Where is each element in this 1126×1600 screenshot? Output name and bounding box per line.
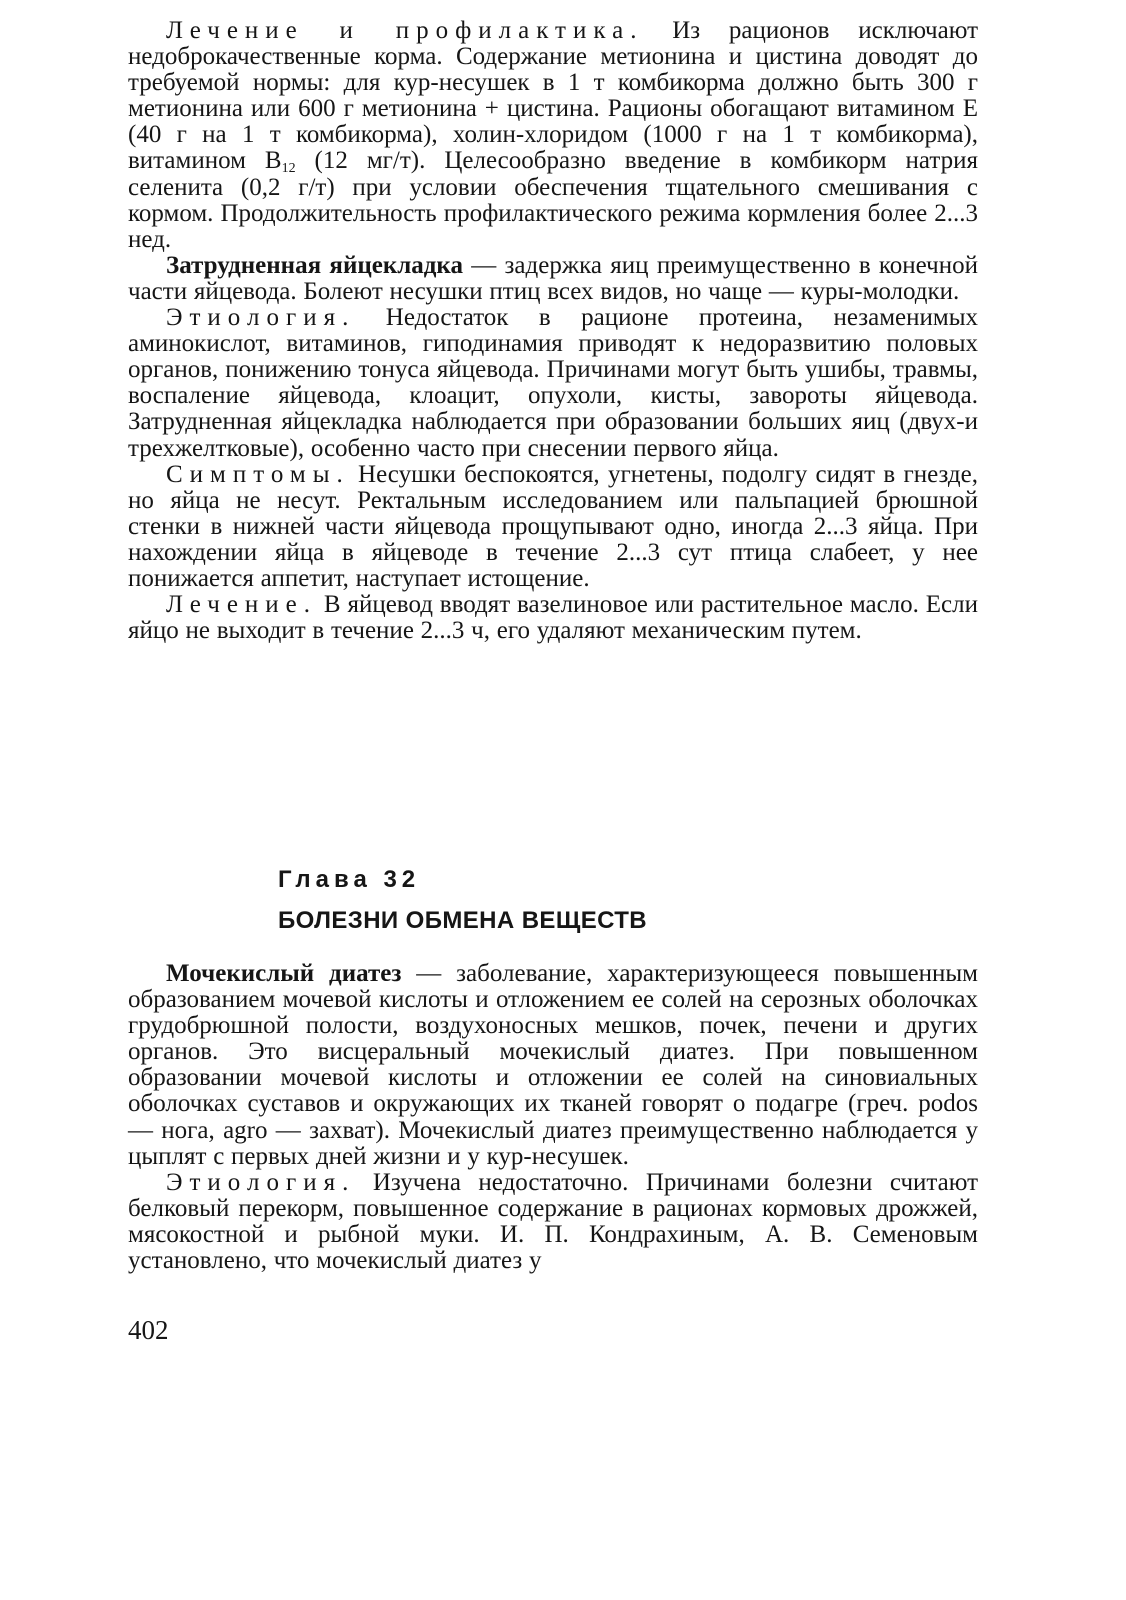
subscript: 12 [281, 161, 296, 177]
paragraph-text: Несушки беспокоятся, угнетены, подолгу сидят в гнезде, но яйца не несут. Ректальным исследованием или пальпацией брюшной стенки в нижней части яйцевода прощупывают одно, иногда 2...3 яйца. При нахождении яйца в яйцеводе в течение 2...3 сут птица слабеет, у нее понижается аппетит, наступает истощение. [128, 460, 978, 592]
chapter-title: БОЛЕЗНИ ОБМЕНА ВЕЩЕСТВ [278, 907, 648, 934]
paragraph-text: Изучена недостаточно. Причинами болезни считают белковый перекорм, повышенное содержание в рационах кормовых дрожжей, мясокостной и рыбной муки. И. П. Кондрахиным, А. В. Семеновым установлено, что мочекислый диатез у [128, 1168, 978, 1275]
paragraph-symptoms [128, 462, 978, 592]
paragraph-text: (12 мг/т). Целесообразно введение в комбикорм натрия селенита (0,2 г/т) при условии обеспечения тщательного смешивания с кормом. Продолжительность профилактического режима кормления более 2...3 нед. [128, 147, 978, 253]
paragraph-text: — задержка яиц преимущественно в конечной части яйцевода. Болеют несушки птиц всех видов, но чаще — куры-молодки. [128, 251, 978, 305]
run-in-heading: Этиология. [166, 1168, 356, 1196]
run-in-heading: Лечение. [166, 591, 318, 619]
paragraph-uric-acid-definition [128, 961, 978, 1170]
paragraph-text: Из рационов исключают недоброкачественные корма. Содержание метионина и цистина доводят до требуемой нормы: для кур-несушек в 1 т комбикорма должно быть 300 г метионина или 600 г метионина + цистина. Рационы обогащают витамином Е (40 г на 1 т комбикорма), холин-хлоридом (1000 г на 1 т комбикорма), витамином В [128, 17, 978, 175]
disease-term: Затрудненная яйцекладка [166, 251, 463, 279]
run-in-heading: Лечение и профилактика. [166, 17, 644, 44]
run-in-heading: Этиология. [166, 304, 356, 332]
run-in-heading: Симптомы. [166, 460, 350, 488]
book-page [128, 17, 979, 1275]
paragraph-etiology [128, 1170, 978, 1274]
section-uric-acid-diathesis [128, 961, 978, 1274]
page-number: 402 [128, 1315, 169, 1345]
paragraph-text: В яйцевод вводят вазелиновое или растительное масло. Если яйцо не выходит в течение 2...3 ч, его удаляют механическим путем. [128, 591, 978, 645]
paragraph-text: Недостаток в рационе протеина, незаменимых аминокислот, витаминов, гиподинамия приводят к недоразвитию половых органов, понижению тонуса яйцевода. Причинами могут быть ушибы, травмы, воспаление яйцевода, клоацит, опухоли, кисты, завороты яйцевода. Затрудненная яйцекладка наблюдается при образовании больших яиц (двух-и трехжелтковые), особенно часто при снесении первого яйца. [128, 304, 978, 462]
paragraph-etiology [128, 305, 978, 462]
paragraph-treatment-prevention [128, 18, 978, 253]
paragraph-egg-binding-definition [128, 253, 978, 305]
paragraph-treatment [128, 592, 978, 644]
chapter-number: Глава 32 [278, 866, 421, 893]
section-egg-binding [128, 18, 978, 644]
disease-term: Мочекислый диатез [166, 960, 402, 987]
paragraph-text: — заболевание, характеризующееся повышенным образованием мочевой кислоты и отложением ее солей на серозных оболочках грудобрюшной полости, воздухоносных мешков, почек, печени и других органов. Это висцеральный мочекислый диатез. При повышенном образовании мочевой кислоты и отложении ее солей на синовиальных оболочках суставов и окружающих их тканей говорят о подагре (греч. podos — нога, agro — захват). Мочекислый диатез преимущественно наблюдается у цыплят с первых дней жизни и у кур-несушек. [128, 960, 979, 1170]
